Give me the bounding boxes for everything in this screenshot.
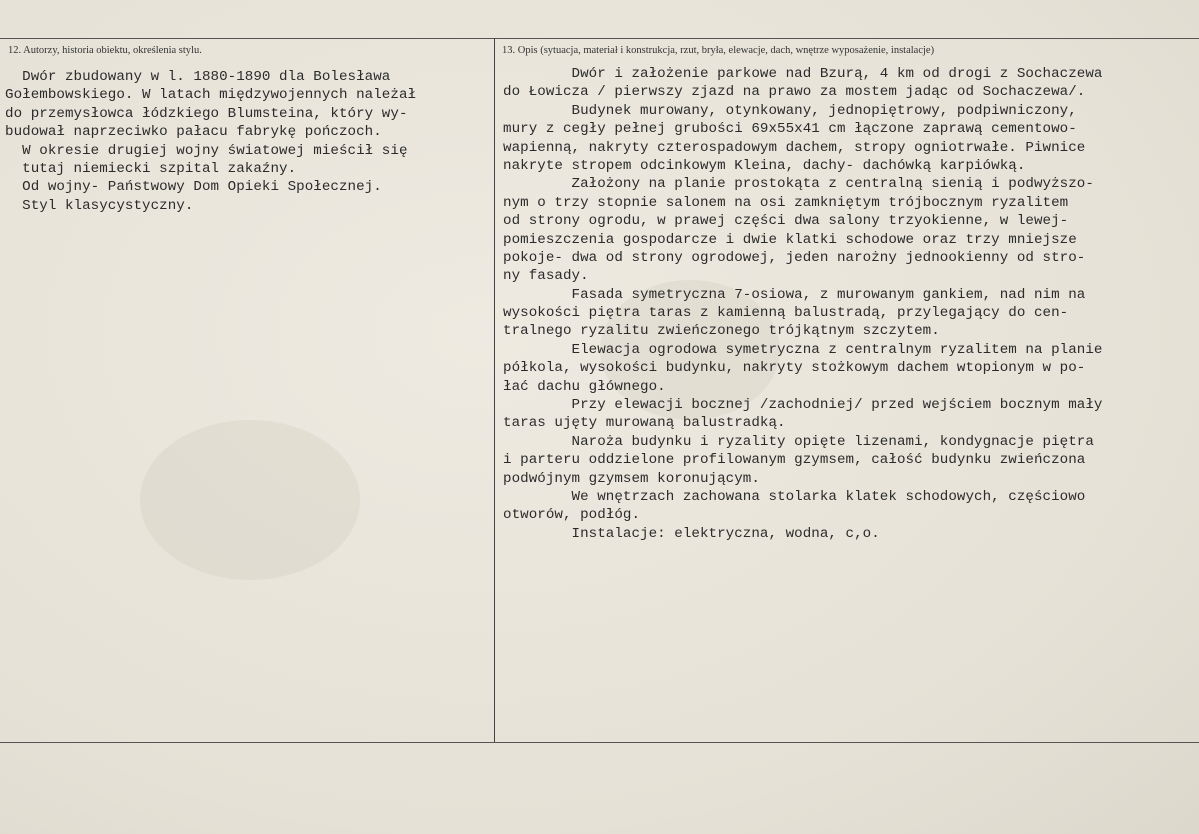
text-line: otworów, podłóg. (503, 507, 641, 524)
text-line: Budynek murowany, otynkowany, jednopiętrowy, podpiwniczony, (503, 102, 1077, 119)
text-line: nakryte stropem odcinkowym Kleina, dachy- dachówką karpiówką. (503, 157, 1026, 174)
text-line: Naroża budynku i ryzality opięte lizenami, kondygnacje piętra (503, 433, 1094, 450)
text-line: nym o trzy stopnie salonem na osi zamkniętym trójbocznym ryzalitem (503, 194, 1069, 211)
text-line: W okresie drugiej wojny światowej mieścił się (5, 142, 408, 159)
text-line: tralnego ryzalitu zwieńczonego trójkątnym szczytem. (503, 323, 940, 340)
text-line: i parteru oddzielone profilowanym gzymsem, całość budynku zwieńczona (503, 452, 1086, 469)
top-rule (0, 38, 1199, 39)
section-13-header: 13. Opis (sytuacja, materiał i konstrukcja, rzut, bryła, elewacje, dach, wnętrze wyposażenie, instalacje) (502, 45, 935, 56)
text-line: We wnętrzach zachowana stolarka klatek schodowych, częściowo (503, 488, 1086, 505)
text-line: wysokości piętra taras z kamienną balustradą, przylegający do cen- (503, 305, 1069, 322)
text-line: łać dachu głównego. (503, 378, 666, 395)
text-line: Przy elewacji bocznej /zachodniej/ przed wejściem bocznym mały (503, 397, 1103, 414)
text-line: tutaj niemiecki szpital zakaźny. (5, 160, 297, 177)
text-line: budował naprzeciwko pałacu fabrykę pończoch. (5, 124, 382, 141)
text-line: ny fasady. (503, 268, 589, 285)
text-line: mury z cegły pełnej grubości 69x55x41 cm łączone zaprawą cementowo- (503, 121, 1077, 138)
column-divider (494, 38, 495, 742)
text-line: wapienną, nakryty czterospadowym dachem, stropy ogniotrwałe. Piwnice (503, 139, 1086, 156)
bottom-rule (0, 742, 1199, 743)
section-13-text (503, 65, 1102, 543)
section-12-text (5, 68, 416, 215)
paper-stain (140, 420, 360, 580)
text-line: Elewacja ogrodowa symetryczna z centralnym ryzalitem na planie (503, 341, 1103, 358)
text-line: Założony na planie prostokąta z centralną sienią i podwyższo- (503, 176, 1094, 193)
section-12-header: 12. Autorzy, historia obiektu, określenia stylu. (8, 45, 202, 56)
text-line: do Łowicza / pierwszy zjazd na prawo za mostem jadąc od Sochaczewa/. (503, 84, 1086, 101)
text-line: półkola, wysokości budynku, nakryty stożkowym dachem wtopionym w po- (503, 360, 1086, 377)
text-line: taras ujęty murowaną balustradką. (503, 415, 786, 432)
text-line: Styl klasycystyczny. (5, 197, 194, 214)
text-line: podwójnym gzymsem koronującym. (503, 470, 760, 487)
text-line: Dwór zbudowany w l. 1880-1890 dla Bolesława (5, 69, 391, 85)
text-line: pomieszczenia gospodarcze i dwie klatki schodowe oraz trzy mniejsze (503, 231, 1077, 248)
text-line: Gołembowskiego. W latach międzywojennych należał (5, 87, 417, 104)
text-line: Fasada symetryczna 7-osiowa, z murowanym gankiem, nad nim na (503, 286, 1086, 303)
text-line: od strony ogrodu, w prawej części dwa salony trzyokienne, w lewej- (503, 213, 1069, 230)
text-line: do przemysłowca łódzkiego Blumsteina, który wy- (5, 105, 408, 122)
text-line: Dwór i założenie parkowe nad Bzurą, 4 km od drogi z Sochaczewa (503, 66, 1103, 82)
text-line: Od wojny- Państwowy Dom Opieki Społecznej. (5, 179, 382, 196)
text-line: Instalacje: elektryczna, wodna, c,o. (503, 525, 880, 542)
text-line: pokoje- dwa od strony ogrodowej, jeden narożny jednookienny od stro- (503, 249, 1086, 266)
